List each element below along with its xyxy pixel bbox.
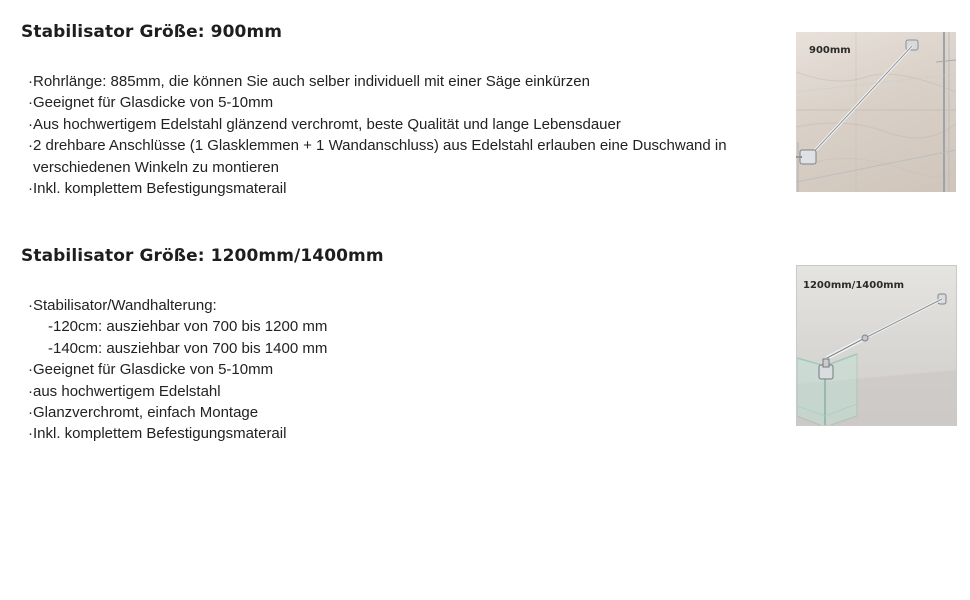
section-title-1200-1400mm: Stabilisator Größe: 1200mm/1400mm [21, 246, 384, 266]
image-label: 1200mm/1400mm [803, 280, 904, 291]
product-photo-900mm [796, 32, 956, 192]
section-title-900mm: Stabilisator Größe: 900mm [21, 22, 283, 42]
list-item: ·aus hochwertigem Edelstahl [28, 382, 221, 400]
list-item: ·Rohrlänge: 885mm, die können Sie auch selber individuell mit einer Säge einkürzen [28, 73, 590, 90]
stabilizer-bar-illustration [796, 32, 956, 192]
list-item: ·Inkl. komplettem Befestigungsmaterail [28, 180, 287, 198]
list-subitem: -120cm: ausziehbar von 700 bis 1200 mm [48, 318, 328, 336]
list-item: ·Inkl. komplettem Befestigungsmaterail [28, 425, 287, 443]
list-subitem: -140cm: ausziehbar von 700 bis 1400 mm [48, 339, 328, 357]
list-item: ·Stabilisator/Wandhalterung: [28, 297, 217, 314]
feature-list-900mm [28, 71, 793, 199]
image-label: 900mm [809, 45, 851, 56]
list-item: ·Geeignet für Glasdicke von 5-10mm [28, 361, 274, 379]
product-photo-1200-1400mm [796, 265, 957, 426]
list-item: ·2 drehbare Anschlüsse (1 Glasklemmen + 1 Wandanschluss) aus Edelstahl erlauben eine Duschwand in verschiedenen Winkeln zu montieren [28, 137, 727, 176]
feature-list-1200-1400mm [28, 295, 628, 445]
list-item: ·Geeignet für Glasdicke von 5-10mm [28, 94, 274, 112]
list-item: ·Aus hochwertigem Edelstahl glänzend verchromt, beste Qualität und lange Lebensdauer [28, 115, 621, 133]
list-item: ·Glanzverchromt, einfach Montage [28, 404, 259, 422]
